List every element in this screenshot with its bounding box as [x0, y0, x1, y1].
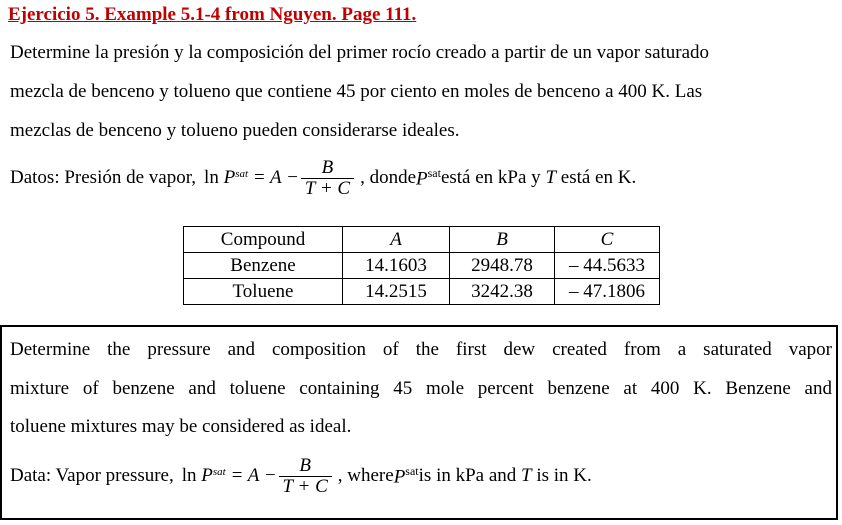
eq-denominator: T + C — [304, 177, 351, 199]
header-a: A — [343, 227, 450, 253]
spanish-line-1: Determine la presión y la composición del primer rocío creado a partir de un vapor saturado — [10, 42, 710, 63]
spanish-line-2: mezcla de benceno y tolueno que contiene 45 por ciento en moles de benceno a 400 K. Las — [10, 81, 703, 102]
cell-b: 3242.38 — [450, 279, 555, 305]
vapor-pressure-equation-es — [204, 158, 356, 199]
cell-b: 2948.78 — [450, 253, 555, 279]
spanish-data-kpa: está en kPa y — [440, 167, 541, 189]
eq-p: P — [201, 465, 213, 487]
spanish-data-line — [10, 158, 636, 199]
eq-fraction — [279, 456, 332, 497]
table-header-row — [184, 227, 660, 253]
eq-sat: sat — [235, 168, 249, 181]
eq-ln: ln — [204, 167, 219, 189]
header-b: B — [450, 227, 555, 253]
spanish-data-prefix: Datos: Presión de vapor, — [10, 167, 197, 189]
cell-c: – 47.1806 — [555, 279, 660, 305]
spanish-psat: $P^{sat}$ — [416, 166, 441, 190]
english-psat: $P^{sat}$ — [393, 464, 419, 488]
cell-c: – 44.5633 — [555, 253, 660, 279]
cell-compound: Benzene — [184, 253, 343, 279]
header-compound: Compound — [184, 227, 343, 253]
eq-ln: ln — [181, 465, 197, 487]
eq-equals-a-minus: = A − — [252, 167, 299, 189]
english-t: T — [521, 465, 532, 487]
eq-sat: sat — [212, 466, 226, 479]
eq-numerator: B — [321, 157, 334, 178]
english-line-2: mixture of benzene and toluene containing 45 mole percent benzene at 400 K. Benzene and — [10, 378, 832, 399]
english-data-line — [10, 456, 592, 497]
eq-equals-a-minus: = A − — [230, 465, 277, 487]
antoine-constants-table — [183, 226, 660, 305]
spanish-data-k: está en K. — [560, 167, 637, 189]
header-c: C — [555, 227, 660, 253]
english-data-prefix: Data: Vapor pressure, — [10, 465, 174, 487]
eq-numerator: B — [299, 455, 311, 476]
english-translation-box — [0, 325, 838, 520]
spanish-t: T — [545, 167, 557, 189]
english-data-k: is in K. — [536, 465, 592, 487]
cell-a: 14.1603 — [343, 253, 450, 279]
cell-a: 14.2515 — [343, 279, 450, 305]
english-line-1: Determine the pressure and composition of the first dew created from a saturated vapor — [10, 339, 832, 360]
spanish-line-3: mezclas de benceno y tolueno pueden considerarse ideales. — [10, 120, 460, 141]
cell-compound: Toluene — [184, 279, 343, 305]
table-row — [184, 253, 660, 279]
eq-fraction — [301, 158, 354, 199]
spanish-data-where: , donde — [360, 167, 416, 189]
english-data-where: , where — [337, 465, 394, 487]
english-data-kpa: is in kPa and — [418, 465, 517, 487]
exercise-title: Ejercicio 5. Example 5.1-4 from Nguyen. Page 111. — [8, 4, 417, 25]
vapor-pressure-equation-en — [182, 456, 334, 497]
english-line-3: toluene mixtures may be considered as ideal. — [10, 416, 352, 437]
eq-p: P — [223, 167, 236, 189]
table-row — [184, 279, 660, 305]
eq-denominator: T + C — [282, 475, 328, 497]
